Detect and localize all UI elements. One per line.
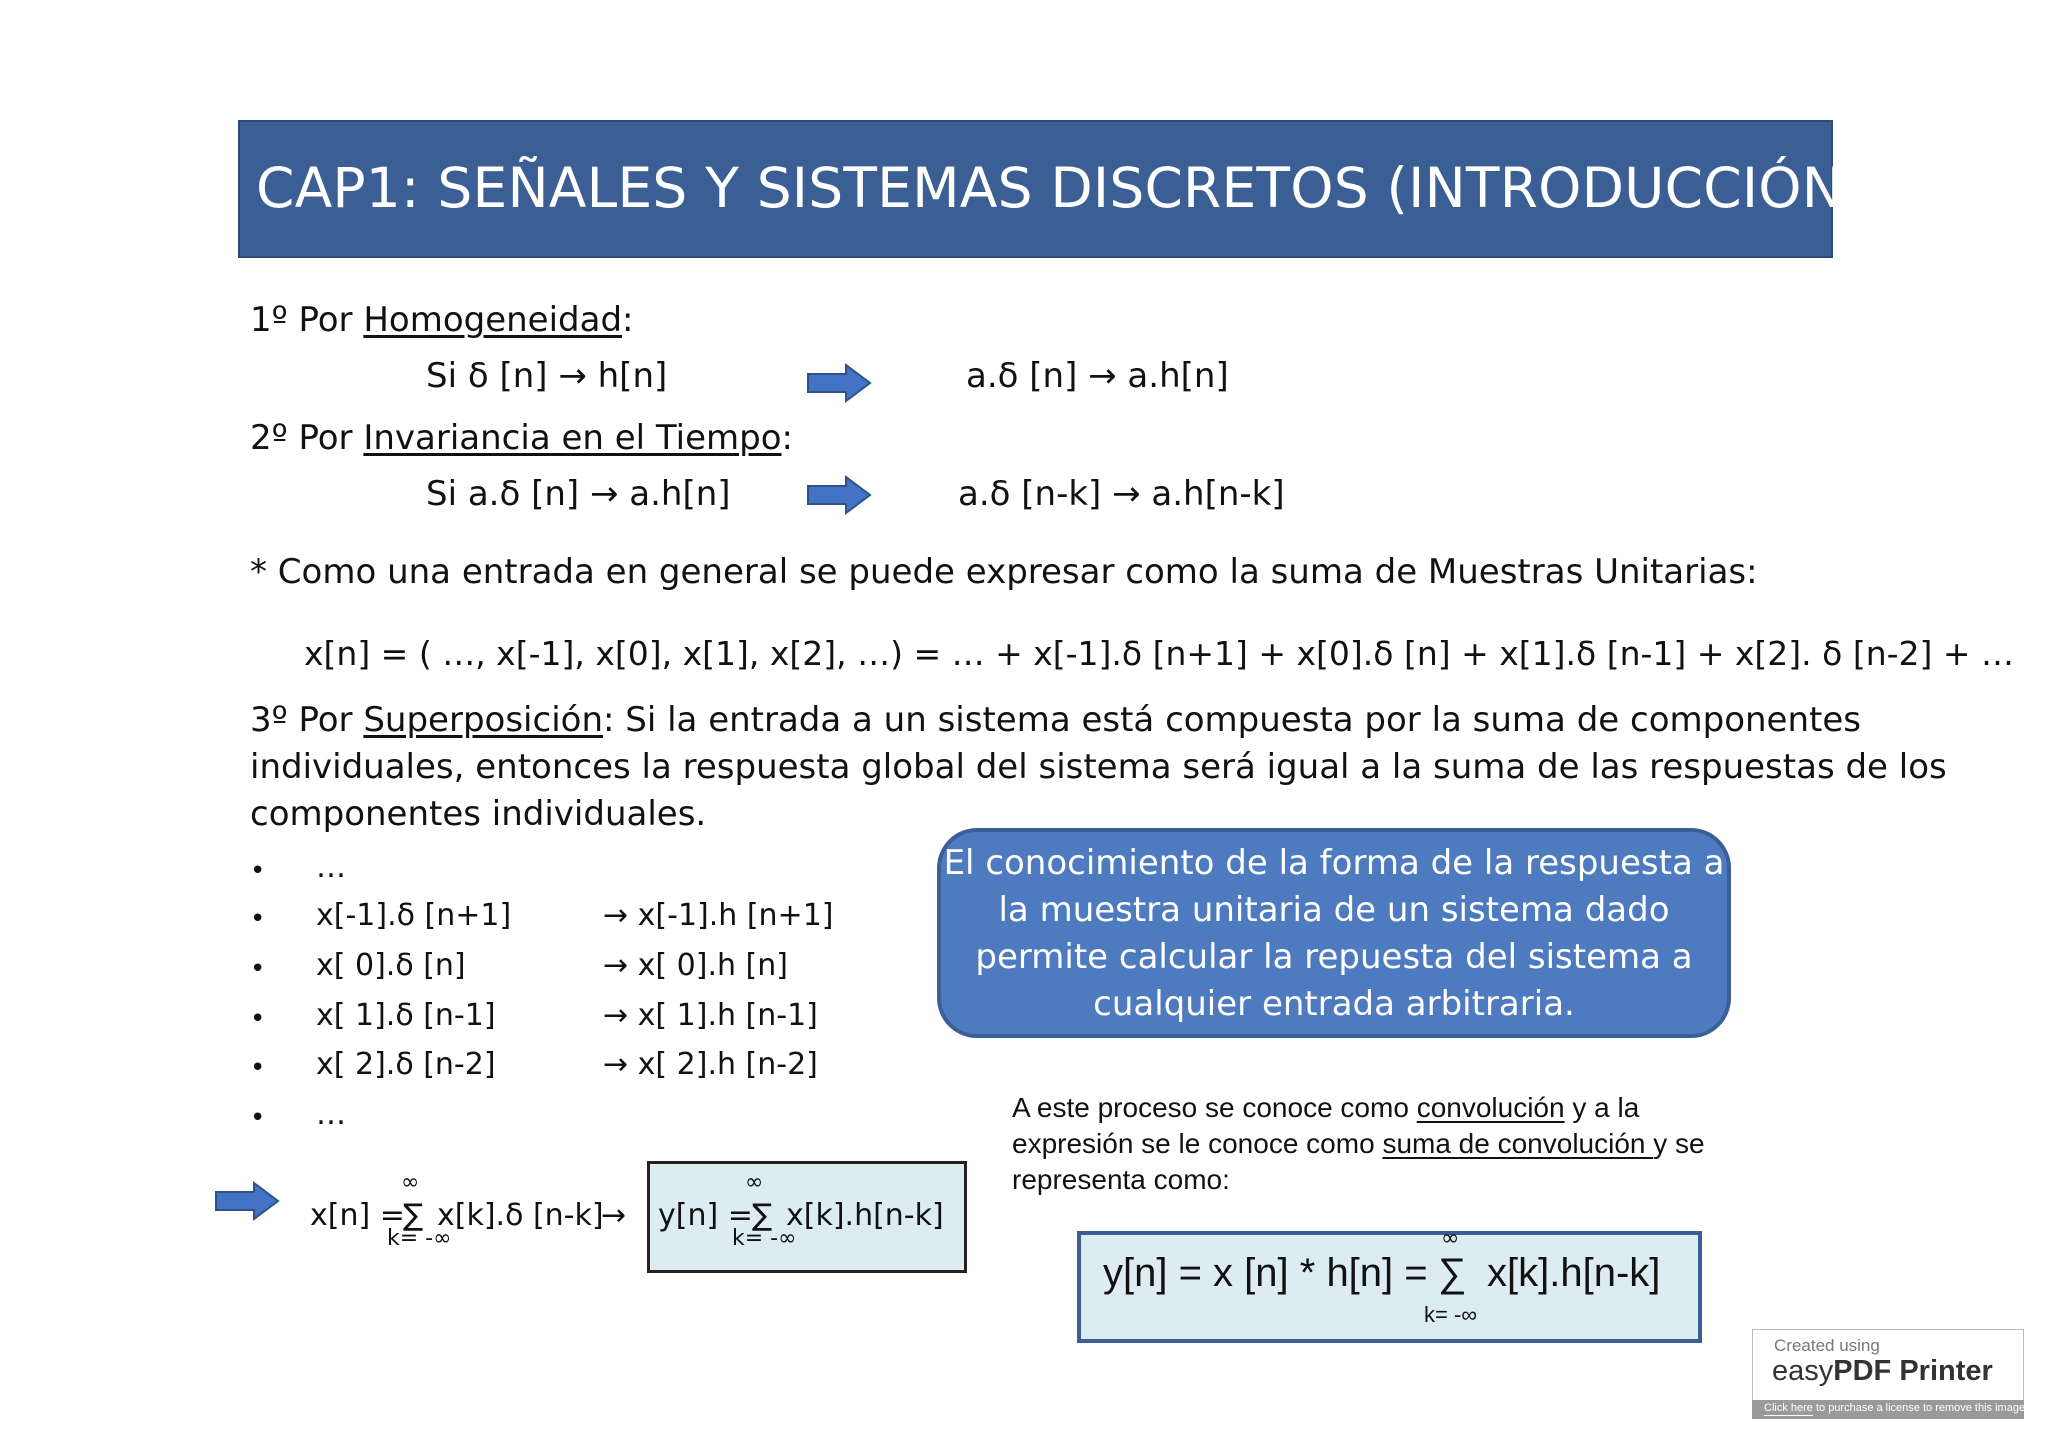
formula-lhs: y[n] = x [n] * h[n] = bbox=[1103, 1251, 1428, 1295]
right-arrow-icon: → bbox=[601, 1198, 627, 1233]
lower-limit: k= -∞ bbox=[732, 1226, 797, 1251]
list-item-right: → x[ 1].h [n-1] bbox=[603, 998, 818, 1033]
sigma-icon: ∑ bbox=[403, 1198, 424, 1233]
bullet-icon: • bbox=[250, 1103, 266, 1133]
invariancia-premise: Si a.δ [n] → a.h[n] bbox=[426, 474, 731, 514]
callout-line: El conocimiento de la forma de la respuesta a bbox=[943, 843, 1725, 883]
watermark-created: Created using bbox=[1774, 1336, 1880, 1355]
sigma-icon: ∑ bbox=[752, 1198, 773, 1233]
list-item-left: x[ 1].δ [n-1] bbox=[316, 998, 496, 1033]
list-item-right: → x[ 0].h [n] bbox=[603, 948, 788, 983]
expansion-formula: x[n] = ( …, x[-1], x[0], x[1], x[2], …) = … + x[-1].δ [n+1] + x[0].δ [n] + x[1].δ [n-1] + x[2]. δ [n-2] + … bbox=[304, 634, 2015, 673]
sum-lhs: x[n] = bbox=[310, 1198, 405, 1233]
convolucion-term: convolución bbox=[1416, 1092, 1565, 1123]
suma-convolucion-term: suma de convolución bbox=[1382, 1128, 1654, 1159]
homogeneidad-result: a.δ [n] → a.h[n] bbox=[966, 356, 1229, 396]
watermark-link[interactable]: Click here to purchase a license to remove this image bbox=[1764, 1402, 2026, 1414]
conv-note-line3: representa como: bbox=[1012, 1164, 1230, 1195]
bullet-icon: • bbox=[250, 1053, 266, 1083]
implies-arrow-icon bbox=[806, 474, 872, 516]
invariancia-term: Invariancia en el Tiempo bbox=[363, 418, 782, 458]
callout-line: la muestra unitaria de un sistema dado bbox=[998, 890, 1670, 930]
list-item-left: x[ 2].δ [n-2] bbox=[316, 1047, 496, 1082]
list-item-left: x[-1].δ [n+1] bbox=[316, 898, 512, 933]
callout-line: cualquier entrada arbitraria. bbox=[1093, 984, 1575, 1024]
watermark-logo: easyPDF Printer bbox=[1772, 1355, 1993, 1387]
upper-limit: ∞ bbox=[1441, 1226, 1460, 1251]
note-text: * Como una entrada en general se puede expresar como la suma de Muestras Unitarias: bbox=[250, 552, 1758, 592]
list-item-left: … bbox=[316, 1097, 346, 1132]
list-item-left: … bbox=[316, 850, 346, 885]
superposicion-line2: individuales, entonces la respuesta global del sistema será igual a la suma de las respuestas de los bbox=[250, 747, 1947, 787]
implies-arrow-icon bbox=[806, 362, 872, 404]
page-title: CAP1: SEÑALES Y SISTEMAS DISCRETOS (INTRODUCCIÓN) bbox=[256, 156, 1865, 220]
bullet-icon: • bbox=[250, 954, 266, 984]
formula-body: x[k].h[n-k] bbox=[1487, 1251, 1661, 1295]
bullet-icon: • bbox=[250, 904, 266, 934]
list-item-right: → x[ 2].h [n-2] bbox=[603, 1047, 818, 1082]
sum-body: x[k].h[n-k] bbox=[786, 1198, 944, 1233]
superposicion-term: Superposición bbox=[363, 700, 603, 740]
invariancia-result: a.δ [n-k] → a.h[n-k] bbox=[958, 474, 1285, 514]
sum-lhs: y[n] = bbox=[658, 1198, 753, 1233]
callout-line: permite calcular la repuesta del sistema a bbox=[975, 937, 1693, 977]
bullet-icon: • bbox=[250, 856, 266, 886]
sum-body: x[k].δ [n-k] bbox=[437, 1198, 604, 1233]
lower-limit: k= -∞ bbox=[387, 1226, 452, 1251]
superposicion-line3: componentes individuales. bbox=[250, 794, 707, 834]
sigma-icon: ∑ bbox=[1438, 1251, 1467, 1295]
homogeneidad-term: Homogeneidad bbox=[363, 300, 623, 340]
homogeneidad-premise: Si δ [n] → h[n] bbox=[426, 356, 668, 396]
convolution-note bbox=[1012, 1090, 1705, 1198]
upper-limit: ∞ bbox=[401, 1170, 420, 1195]
conv-note-line2: expresión se le conoce como suma de convolución y se bbox=[1012, 1128, 1705, 1159]
callout-box bbox=[937, 828, 1731, 1038]
bullet-icon: • bbox=[250, 1004, 266, 1034]
list-item-left: x[ 0].δ [n] bbox=[316, 948, 466, 983]
implies-arrow-icon bbox=[214, 1180, 280, 1222]
superposicion-line1: 3º Por Superposición: Si la entrada a un sistema está compuesta por la suma de componentes bbox=[250, 700, 1861, 740]
homogeneidad-heading: 1º Por Homogeneidad: bbox=[250, 300, 634, 340]
conv-note-line1: A este proceso se conoce como convolución y a la bbox=[1012, 1092, 1640, 1123]
upper-limit: ∞ bbox=[745, 1170, 764, 1195]
list-item-right: → x[-1].h [n+1] bbox=[603, 898, 834, 933]
invariancia-heading: 2º Por Invariancia en el Tiempo: bbox=[250, 418, 793, 458]
lower-limit: k= -∞ bbox=[1424, 1302, 1477, 1327]
